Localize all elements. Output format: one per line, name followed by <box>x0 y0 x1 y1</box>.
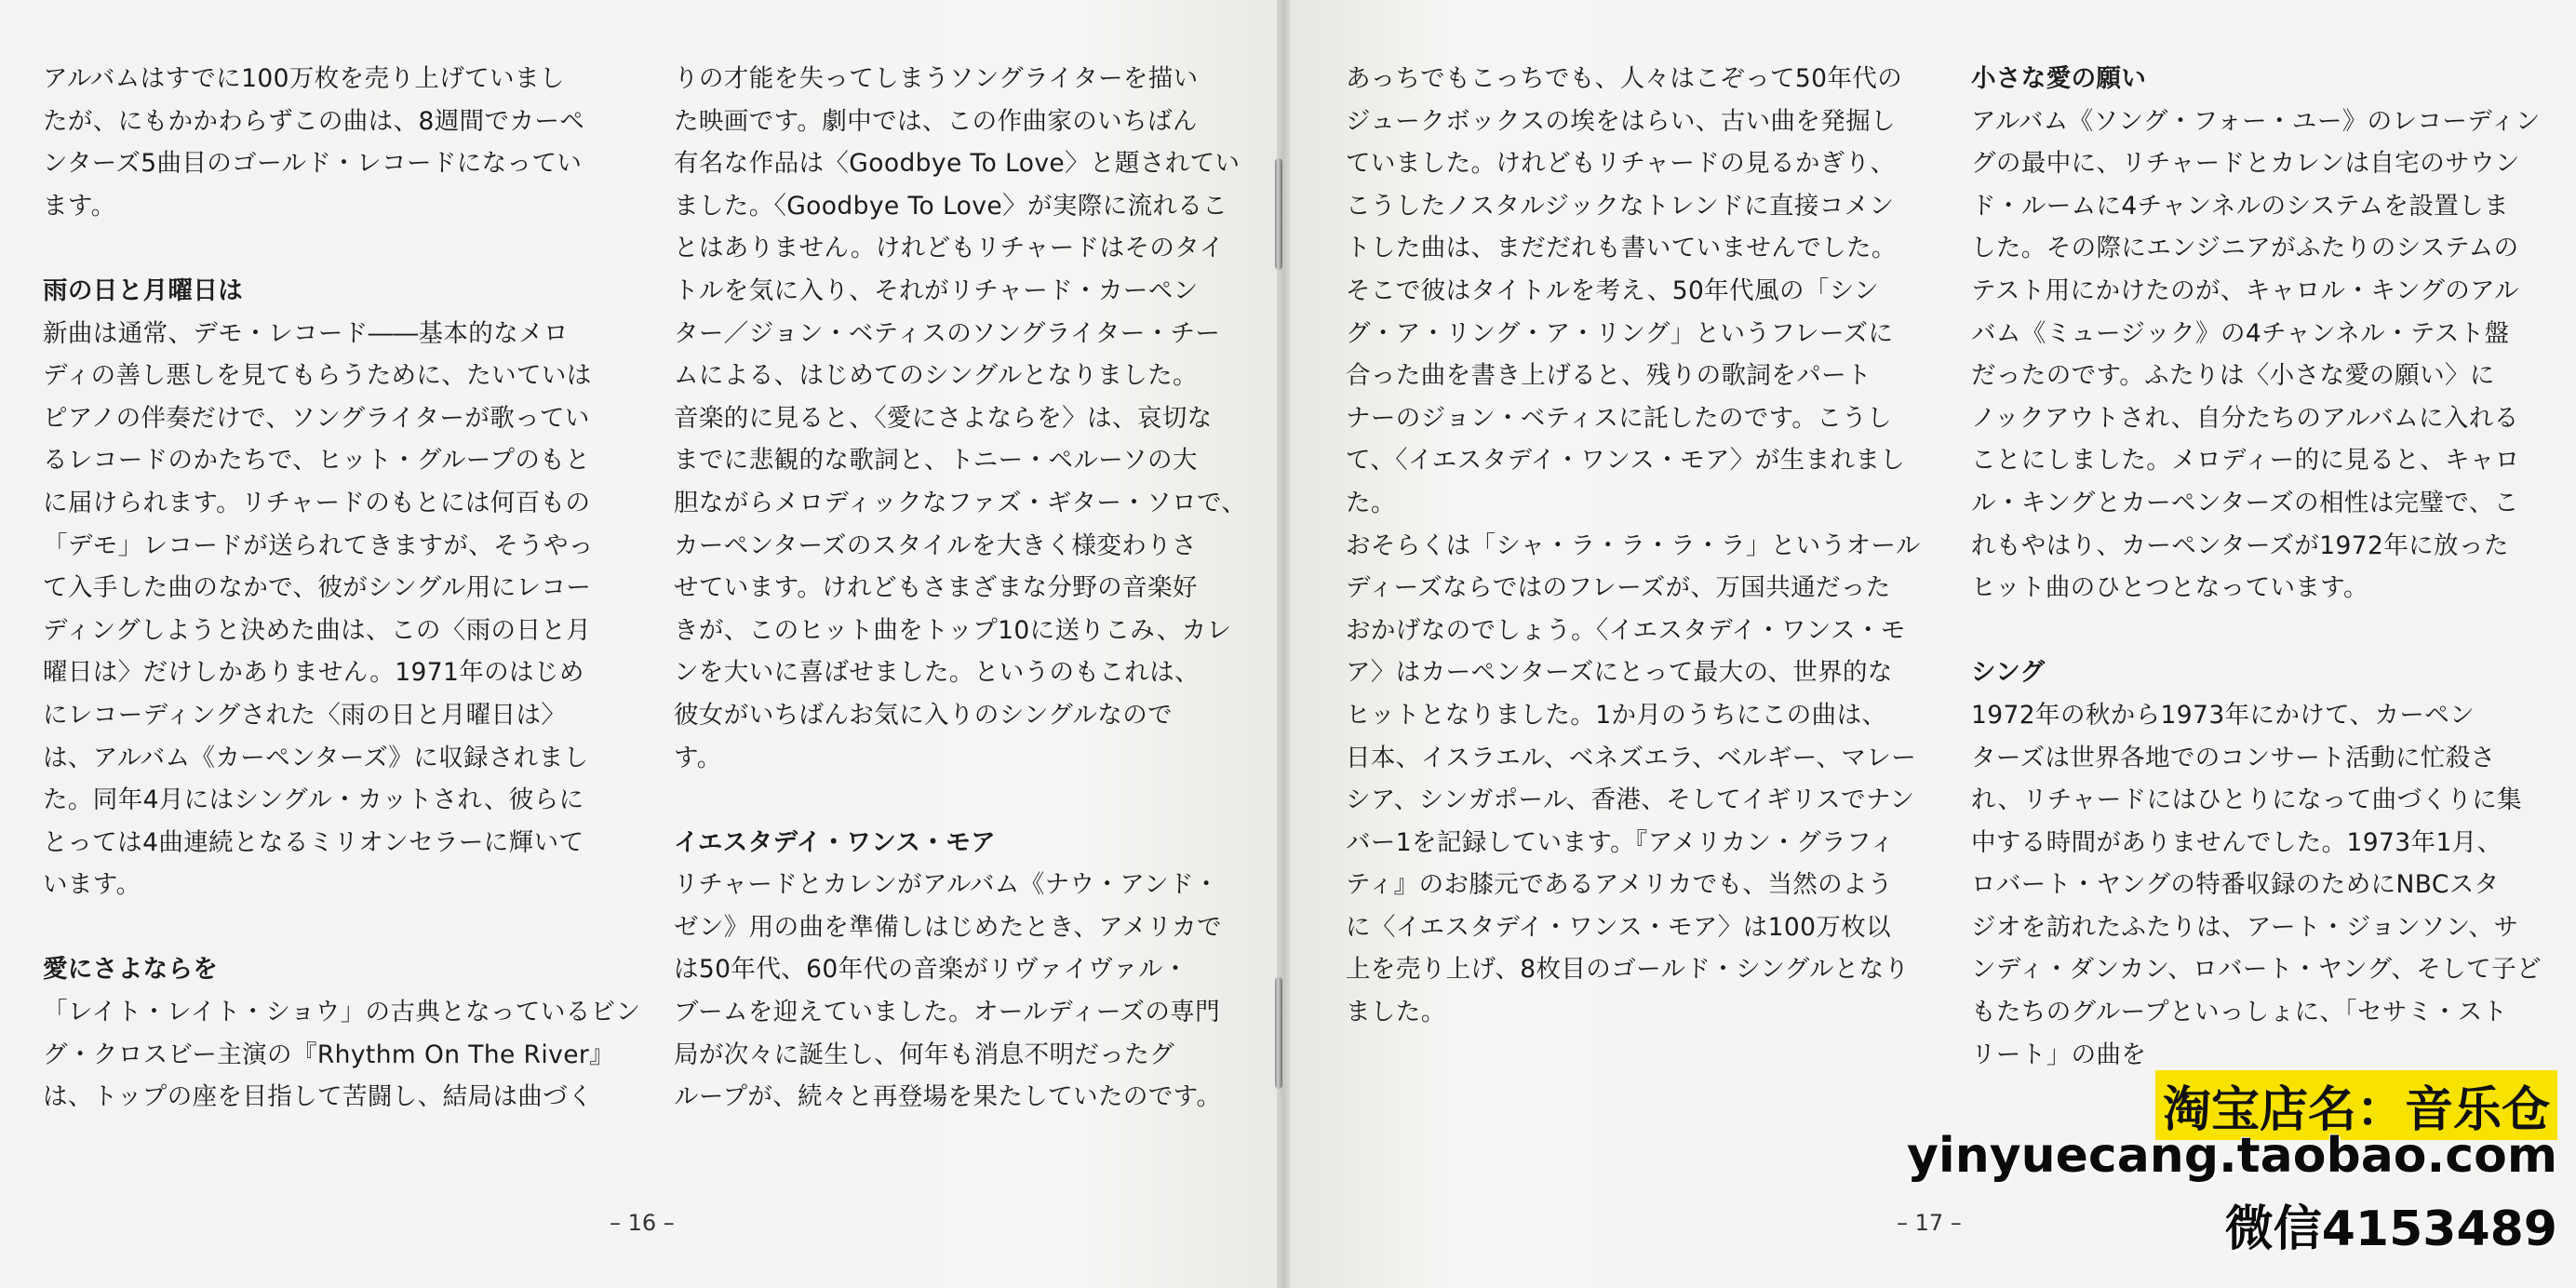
text-line: とはありません。けれどもリチャードはそのタイ <box>674 234 1225 263</box>
column-1 <box>43 58 641 1119</box>
text-line: ンターズ5曲目のゴールド・レコードになってい <box>43 149 583 179</box>
text-line: た。 <box>1346 488 1396 517</box>
paragraph-gap <box>43 906 601 949</box>
page-number-17: – 17 – <box>1897 1210 1962 1236</box>
text-line: おかげなのでしょう。〈イエスタデイ・ワンス・モ <box>1346 615 1906 645</box>
text-line: おそらくは「シャ・ラ・ラ・ラ・ラ」というオール <box>1346 530 1921 560</box>
text-line: て、〈イエスタデイ・ワンス・モア〉が生まれまし <box>1346 446 1906 476</box>
text-line: ヒット曲のひとつとなっています。 <box>1971 573 2368 603</box>
text-line: ヒットとなりました。1か月のうちにこの曲は、 <box>1346 700 1887 730</box>
column-4 <box>1971 58 2542 1076</box>
text-line: もたちのグループといっしょに、「セサミ・スト <box>1971 998 2508 1027</box>
text-line: ディの善し悪しを見てもらうために、たいていは <box>43 361 592 391</box>
text-line: は、アルバム《カーペンターズ》に収録されまし <box>43 743 589 772</box>
text-line: ターズは世界各地でのコンサート活動に忙殺さ <box>1971 743 2496 772</box>
text-line: た。同年4月にはシングル・カットされ、彼らに <box>43 785 584 815</box>
text-line: ていました。けれどもリチャードの見るかぎり、 <box>1346 149 1896 179</box>
text-line: こうしたノスタルジックなトレンドに直接コメン <box>1346 191 1895 221</box>
text-line: グの最中に、リチャードとカレンは自宅のサウン <box>1971 149 2520 179</box>
text-line: ループが、続々と再登場を果たしていたのです。 <box>674 1082 1222 1112</box>
paragraph-gap <box>43 227 601 270</box>
text-line: 「レイト・レイト・ショウ」の古典となっているビン <box>43 998 641 1027</box>
text-line: は50年代、60年代の音楽がリヴァイヴァル・ <box>674 955 1188 985</box>
text-line: ました。 <box>1346 998 1446 1027</box>
text-line: るレコードのかたちで、ヒット・グループのもと <box>43 446 591 476</box>
section-heading: イエスタデイ・ワンス・モア <box>674 827 996 857</box>
text-line: せています。けれどもさまざまな分野の音楽好 <box>674 573 1198 603</box>
section-heading: 小さな愛の願い <box>1971 64 2147 93</box>
text-line: りの才能を失ってしまうソングライターを描い <box>674 64 1199 93</box>
text-line: ンディ・ダンカン、ロバート・ヤング、そして子ど <box>1971 955 2542 985</box>
text-line: 胆ながらメロディックなファズ・ギター・ソロで、 <box>674 488 1247 517</box>
text-line: バム《ミュージック》の4チャンネル・テスト盤 <box>1971 318 2510 348</box>
text-line: ジュークボックスの埃をはらい、古い曲を発掘し <box>1346 106 1897 136</box>
column-2 <box>674 58 1247 1119</box>
text-line: 中する時間がありませんでした。1973年1月、 <box>1971 827 2502 857</box>
text-line: す。 <box>674 743 722 772</box>
section-heading: シング <box>1971 658 2046 688</box>
paragraph-gap <box>674 779 1232 822</box>
watermark-shop-name: 淘宝店名：音乐仓 <box>2155 1070 2557 1140</box>
text-line: ア〉はカーペンターズにとって最大の、世界的な <box>1346 658 1893 688</box>
text-line: アルバムはすでに100万枚を売り上げていまし <box>43 64 565 93</box>
text-line: シア、シンガポール、香港、そしてイギリスでナン <box>1346 785 1915 815</box>
text-line: 曜日は〉だけしかありません。1971年のはじめ <box>43 658 584 688</box>
text-line: アルバム《ソング・フォー・ユー》のレコーディン <box>1971 106 2541 136</box>
text-line: 局が次々に誕生し、何年も消息不明だったグ <box>674 1040 1174 1069</box>
text-line: 新曲は通常、デモ・レコード――基本的なメロ <box>43 318 569 348</box>
column-3 <box>1346 58 1921 1034</box>
text-line: トした曲は、まだだれも書いていませんでした。 <box>1346 234 1897 263</box>
text-line: て入手した曲のなかで、彼がシングル用にレコー <box>43 573 592 603</box>
text-line: とっては4曲連続となるミリオンセラーに輝いて <box>43 827 584 857</box>
text-line: グ・ア・リング・ア・リング」というフレーズに <box>1346 318 1894 348</box>
page-16 <box>0 0 1277 1288</box>
text-line: れもやはり、カーペンターズが1972年に放った <box>1971 530 2509 560</box>
text-line: そこで彼はタイトルを考え、50年代風の「シン <box>1346 275 1879 305</box>
text-line: ました。〈Goodbye To Love〉が実際に流れるこ <box>674 191 1228 221</box>
text-line: グ・クロスビー主演の『Rhythm On The River』 <box>43 1040 615 1069</box>
section-heading: 雨の日と月曜日は <box>43 275 244 305</box>
text-line: リチャードとカレンがアルバム《ナウ・アンド・ <box>674 870 1219 900</box>
text-line: に届けられます。リチャードのもとには何百もの <box>43 488 591 517</box>
text-line: ル・キングとカーペンターズの相性は完璧で、こ <box>1971 488 2519 517</box>
text-line: バー1を記録しています。『アメリカン・グラフィ <box>1346 827 1895 857</box>
text-line: 「デモ」レコードが送られてきますが、そうやっ <box>43 530 594 560</box>
text-line: ブームを迎えていました。オールディーズの専門 <box>674 998 1221 1027</box>
text-line: ことにしました。メロディー的に見ると、キャロ <box>1971 446 2520 476</box>
text-line: ティ』のお膝元であるアメリカでも、当然のよう <box>1346 870 1893 900</box>
text-line: 音楽的に見ると、〈愛にさよならを〉は、哀切な <box>674 403 1213 433</box>
text-line: ます。 <box>43 191 116 221</box>
text-line: 1972年の秋から1973年にかけて、カーペン <box>1971 700 2475 730</box>
paragraph-gap <box>1971 610 2529 652</box>
page-number-16: – 16 – <box>610 1210 675 1236</box>
text-line: あっちでもこっちでも、人々はこぞって50年代の <box>1346 64 1903 93</box>
text-line: ンを大いに喜ばせました。というのもこれは、 <box>674 658 1200 688</box>
text-line: ゼン》用の曲を準備しはじめたとき、アメリカで <box>674 912 1222 942</box>
text-line: ディーズならではのフレーズが、万国共通だった <box>1346 573 1891 603</box>
text-line: だったのです。ふたりは〈小さな愛の願い〉に <box>1971 361 2495 391</box>
text-line: カーペンターズのスタイルを大きく様変わりさ <box>674 530 1197 560</box>
text-line: れ、リチャードにはひとりになって曲づくりに集 <box>1971 785 2523 815</box>
text-line: たが、にもかかわらずこの曲は、8週間でカーペ <box>43 106 585 136</box>
text-line: ピアノの伴奏だけで、ソングライターが歌ってい <box>43 403 590 433</box>
binding-gutter <box>1277 0 1290 1288</box>
text-line: にレコーディングされた〈雨の日と月曜日は〉 <box>43 700 567 730</box>
text-line: 合った曲を書き上げると、残りの歌詞をパート <box>1346 361 1872 391</box>
text-line: 上を売り上げ、8枚目のゴールド・シングルとなり <box>1346 955 1910 985</box>
text-line: に〈イエスタデイ・ワンス・モア〉は100万枚以 <box>1346 912 1892 942</box>
text-line: トルを気に入り、それがリチャード・カーペン <box>674 275 1199 305</box>
text-line: 日本、イスラエル、ベネズエラ、ベルギー、マレー <box>1346 743 1917 772</box>
text-line: ノックアウトされ、自分たちのアルバムに入れる <box>1971 403 2519 433</box>
text-line: た映画です。劇中では、この作曲家のいちばん <box>674 106 1198 136</box>
text-line: 有名な作品は〈Goodbye To Love〉と題されてい <box>674 149 1241 179</box>
text-line: は、トップの座を目指して苦闘し、結局は曲づく <box>43 1082 594 1112</box>
text-line: います。 <box>43 870 141 900</box>
text-line: までに悲観的な歌詞と、トニー・ペルーソの大 <box>674 446 1198 476</box>
text-line: した。その際にエンジニアがふたりのシステムの <box>1971 234 2519 263</box>
staple-bottom <box>1275 977 1282 1089</box>
text-line: テスト用にかけたのが、キャロル・キングのアル <box>1971 275 2519 305</box>
text-line: ター／ジョン・ベティスのソングライター・チー <box>674 318 1221 348</box>
text-line: 彼女がいちばんお気に入りのシングルなので <box>674 700 1174 730</box>
watermark-wechat: 微信4153489 <box>2224 1201 2557 1257</box>
text-line: きが、このヒット曲をトップ10に送りこみ、カレ <box>674 615 1232 645</box>
text-line: リート」の曲を <box>1971 1040 2147 1069</box>
staple-top <box>1275 158 1282 270</box>
text-line: ロバート・ヤングの特番収録のためにNBCスタ <box>1971 870 2500 900</box>
text-line: ディングしようと決めた曲は、この〈雨の日と月 <box>43 615 592 645</box>
watermark-url: yinyuecang.taobao.com <box>1906 1128 2557 1184</box>
text-line: ナーのジョン・ベティスに託したのです。こうし <box>1346 403 1893 433</box>
text-line: ジオを訪れたふたりは、アート・ジョンソン、サ <box>1971 912 2519 942</box>
text-line: ムによる、はじめてのシングルとなりました。 <box>674 361 1198 391</box>
section-heading: 愛にさよならを <box>43 955 219 985</box>
text-line: ド・ルームに4チャンネルのシステムを設置しま <box>1971 191 2509 221</box>
